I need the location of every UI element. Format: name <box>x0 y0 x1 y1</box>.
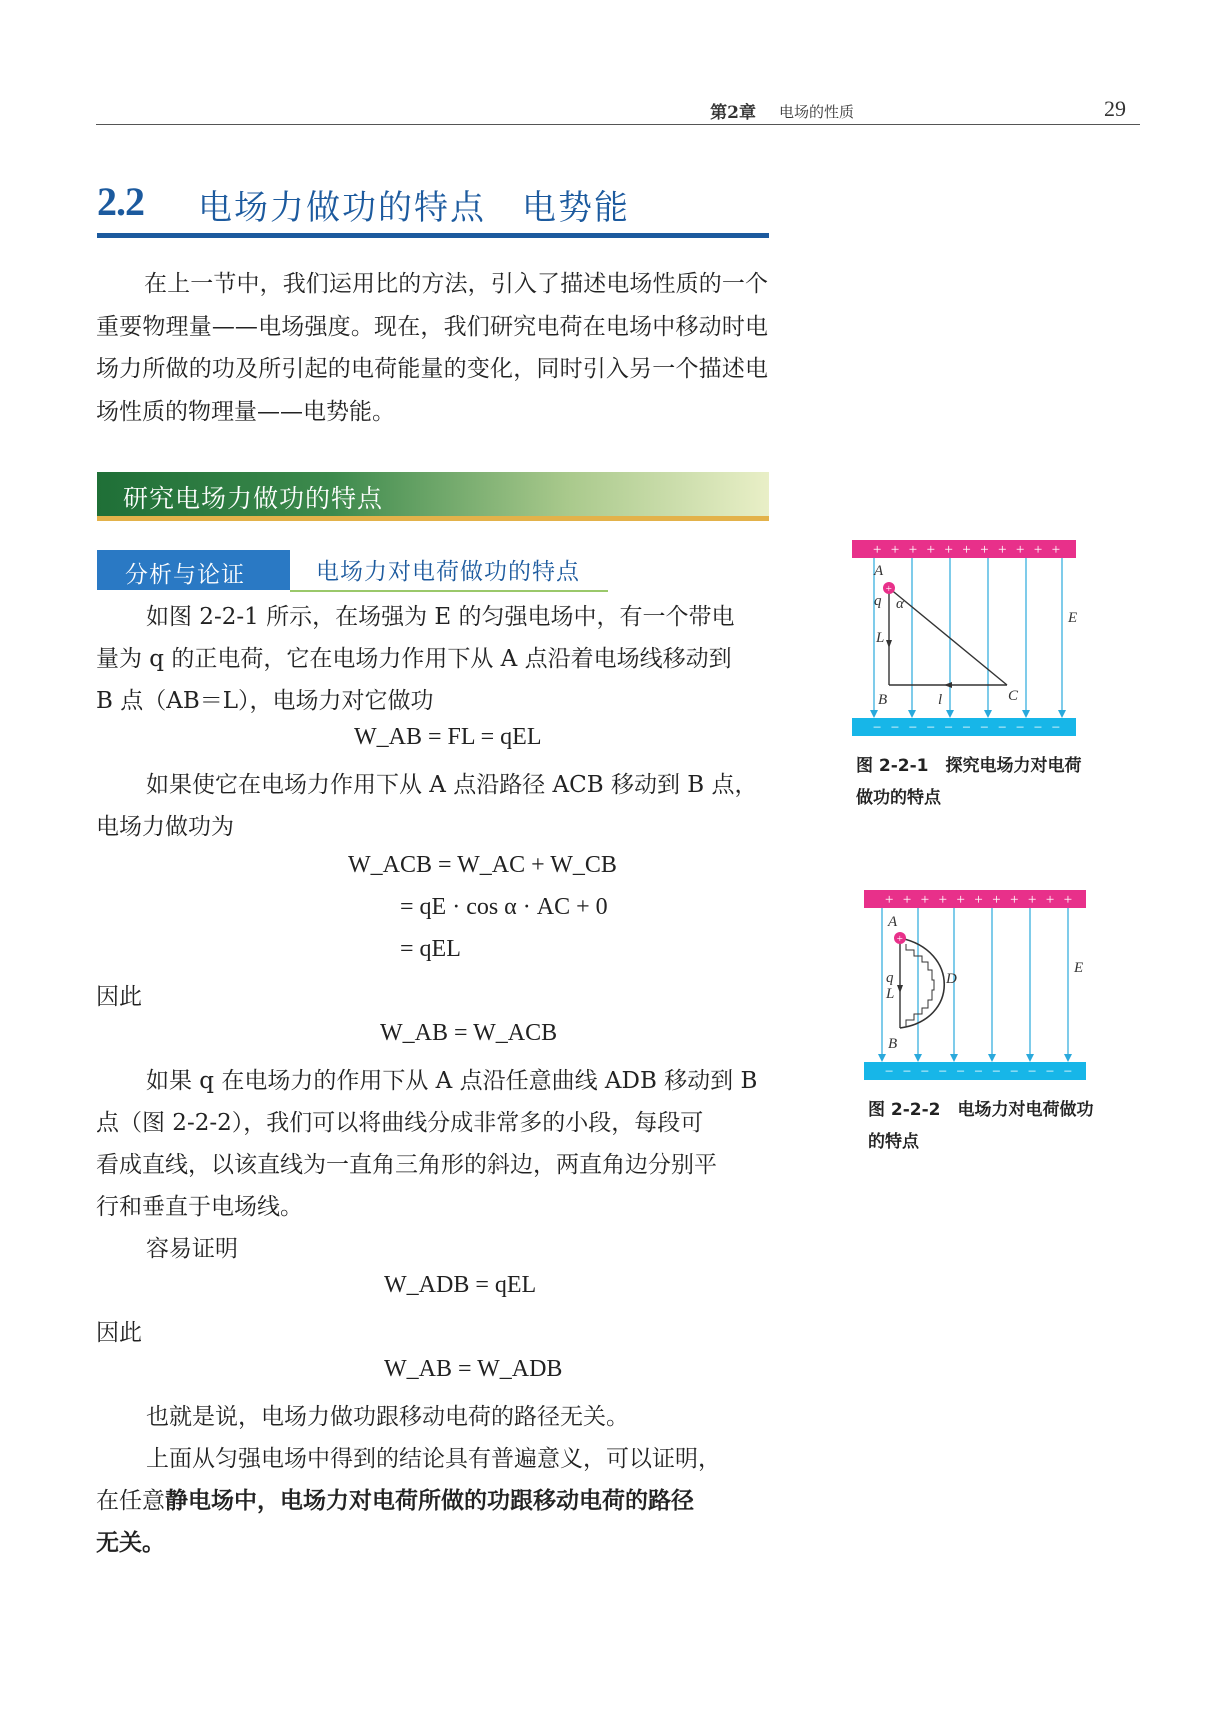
subtitle-underline <box>290 590 608 592</box>
field-lines <box>874 558 1062 712</box>
chapter-label: 第2章 <box>710 103 756 123</box>
label-a: A <box>874 563 884 579</box>
plus-signs: + + + + + + + + + + + <box>872 542 1063 558</box>
figure-2-2-1 <box>852 540 1092 740</box>
banner-text: 研究电场力做功的特点 <box>123 484 384 513</box>
plus-signs: + + + + + + + + + + + <box>884 892 1075 908</box>
body-line: B 点（AB＝L），电场力对它做功 <box>96 688 434 714</box>
section-heading <box>97 178 777 228</box>
figure-1-caption: 图 2-2-1 探究电场力对电荷做功的特点 <box>856 756 1082 808</box>
equation-text: W_AB = FL = qEL <box>354 724 542 750</box>
arrow-l <box>886 640 892 648</box>
equation-wab <box>354 724 542 751</box>
equation-wab-wadb: W_AB = W_ADB <box>384 1356 563 1382</box>
body-line: 容易证明 <box>146 1236 238 1262</box>
intro-paragraph: 在上一节中，我们运用比的方法，引入了描述电场性质的一个重要物理量——电场强度。现在，我们研究电荷在电场中移动时电场力所做的功及所引起的电荷能量的变化，同时引入另一个描述电场性质的物理量——电势能。 <box>96 271 768 425</box>
body-line: 也就是说，电场力做功跟移动电荷的路径无关。 <box>146 1404 629 1430</box>
equation-wacb: W_ACB = W_AC + W_CB <box>348 852 617 878</box>
equation-wacb-step3: = qEL <box>400 936 461 962</box>
body-line: 上面从匀强电场中得到的结论具有普遍意义，可以证明， <box>146 1446 721 1472</box>
body-line: 因此 <box>96 984 142 1010</box>
equation-wadb: W_ADB = qEL <box>384 1272 537 1298</box>
arrow-l <box>897 985 903 993</box>
header-rule <box>96 124 1140 125</box>
charge-plus: + <box>896 933 904 945</box>
tag-text: 分析与论证 <box>125 562 245 588</box>
body-line: 如图 2-2-1 所示，在场强为 E 的匀强电场中，有一个带电 <box>146 604 735 630</box>
body-line: 因此 <box>96 1320 142 1346</box>
chapter-title: 电场的性质 <box>778 103 854 121</box>
topic-banner <box>97 472 769 518</box>
body-line: 量为 q 的正电荷，它在电场力作用下从 A 点沿着电场线移动到 <box>96 646 732 672</box>
body-line-part: 在任意 <box>96 1488 165 1514</box>
label-q: q <box>886 970 894 986</box>
minus-signs: − − − − − − − − − − − <box>884 1064 1075 1080</box>
body-line: 如果 q 在电场力的作用下从 A 点沿任意曲线 ADB 移动到 B <box>146 1068 758 1094</box>
label-d: D <box>946 971 957 987</box>
label-l-upper: L <box>876 630 885 646</box>
equation-wab-wacb: W_AB = W_ACB <box>380 1020 558 1046</box>
figure-2-2-2 <box>864 890 1104 1090</box>
analysis-tag <box>97 550 290 590</box>
field-lines <box>882 908 1068 1056</box>
label-b: B <box>888 1036 898 1052</box>
label-q: q <box>874 593 882 609</box>
body-line <box>96 1482 694 1515</box>
subsection-title: 电场力对电荷做功的特点 <box>316 559 580 585</box>
figure-2-caption: 图 2-2-2 电场力对电荷做功的特点 <box>868 1100 1094 1152</box>
label-e: E <box>1068 610 1078 626</box>
minus-signs: − − − − − − − − − − − <box>872 720 1063 736</box>
label-l-lower: l <box>938 692 943 708</box>
field-arrowheads <box>870 710 1066 718</box>
field-arrowheads <box>878 1054 1072 1062</box>
body-line: 电场力做功为 <box>96 814 234 840</box>
body-line: 如果使它在电场力作用下从 A 点沿路径 ACB 移动到 B 点， <box>146 772 758 798</box>
page-number: 29 <box>1104 96 1126 121</box>
label-b: B <box>878 692 888 708</box>
label-alpha: α <box>896 596 904 612</box>
running-head <box>96 96 1136 126</box>
path-acb <box>889 588 1007 685</box>
label-e: E <box>1074 960 1084 976</box>
arrow-cb <box>944 682 952 688</box>
banner-underline <box>97 516 769 521</box>
label-a: A <box>888 914 898 930</box>
section-title: 电场力做功的特点 电势能 <box>198 188 630 228</box>
section-number: 2.2 <box>97 179 144 224</box>
body-line: 行和垂直于电场线。 <box>96 1194 303 1220</box>
body-line: 点（图 2-2-2），我们可以将曲线分成非常多的小段，每段可 <box>96 1110 704 1136</box>
staircase-approximation <box>906 944 934 1026</box>
label-l: L <box>886 986 895 1002</box>
body-line-emphasis: 静电场中，电场力对电荷所做的功跟移动电荷的路径 <box>165 1487 694 1514</box>
section-rule <box>97 233 769 238</box>
body-line-emphasis: 无关。 <box>96 1529 165 1556</box>
label-c: C <box>1008 688 1019 704</box>
equation-wacb-step2: = qE · cos α · AC + 0 <box>400 894 608 920</box>
body-line: 看成直线，以该直线为一直角三角形的斜边，两直角边分别平 <box>96 1152 717 1178</box>
charge-plus: + <box>885 583 893 595</box>
